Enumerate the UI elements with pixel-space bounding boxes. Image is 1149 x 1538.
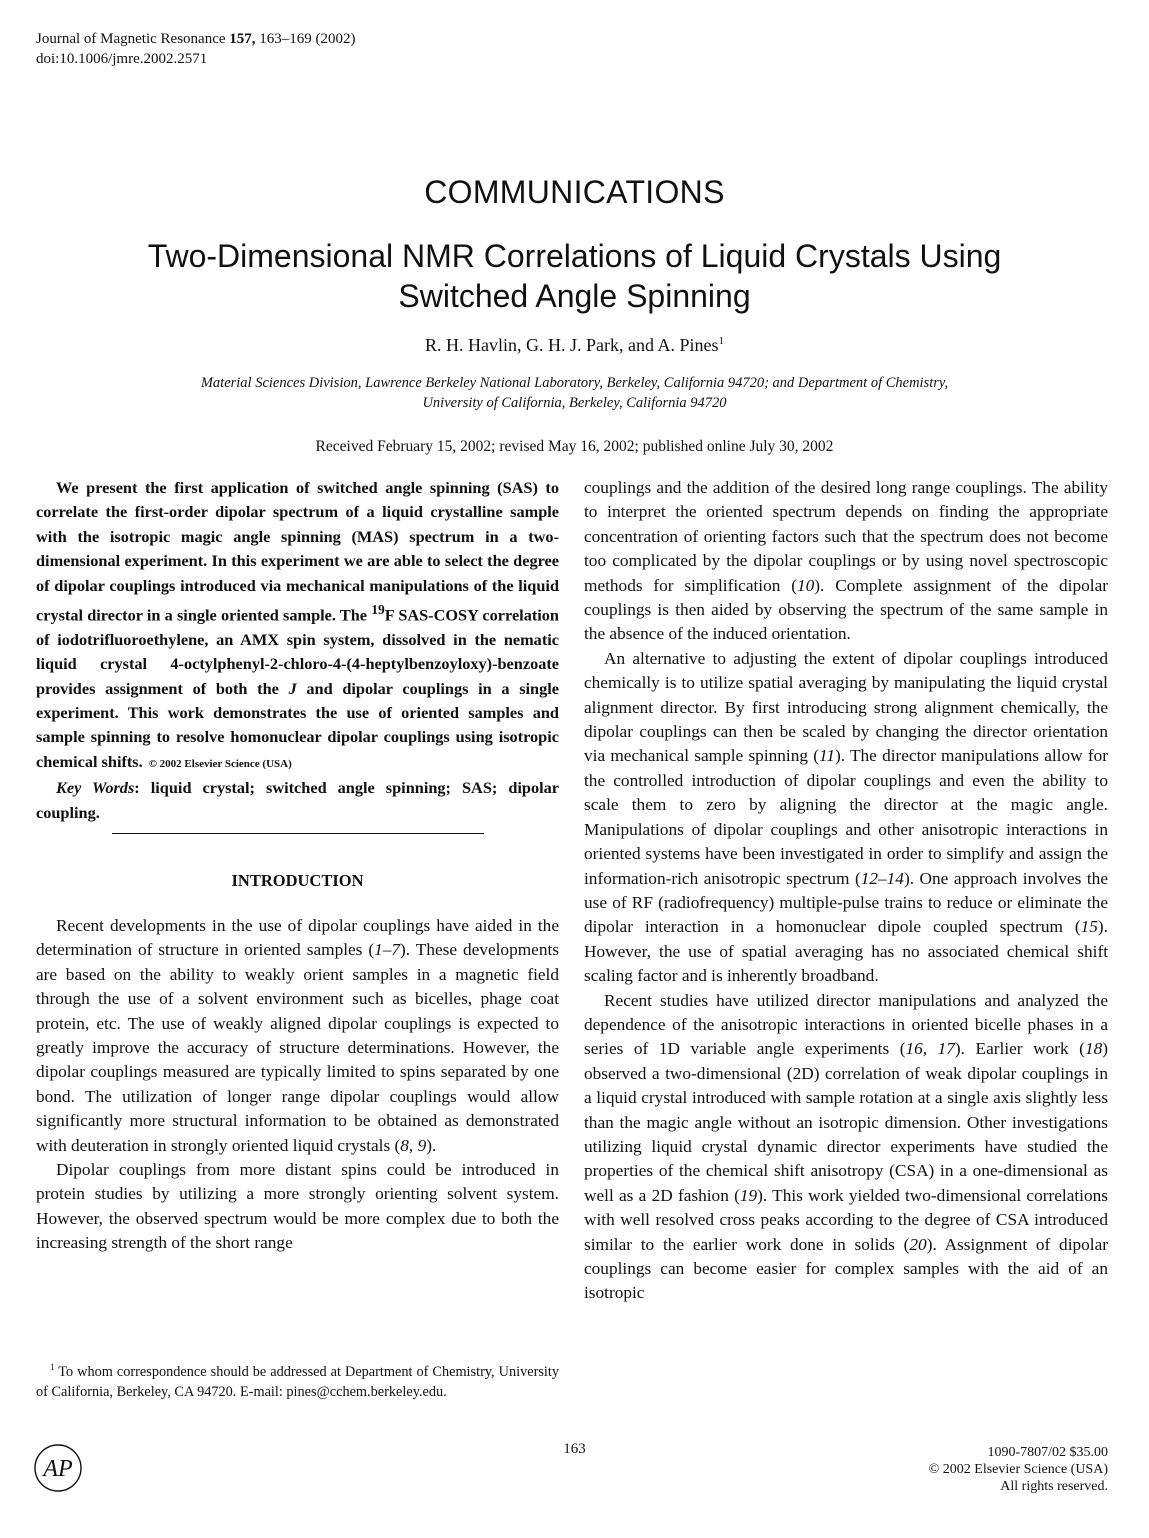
text-run: ). bbox=[426, 1135, 437, 1155]
citation-ref[interactable]: 8, 9 bbox=[400, 1135, 427, 1155]
text-run: ). Assignment of dipolar couplings can become easier for complex samples with the aid of an isotropic bbox=[584, 1234, 1109, 1303]
abstract-part-2: F SAS-COSY correlation of iodotrifluoroethylene, an AMX spin system, dissolved in the nematic liquid crystal 4-octylphenyl-2-chloro-4-(4-heptylbenzoyloxy)-benzoate provides assignment of both the bbox=[36, 605, 559, 698]
introduction-heading: INTRODUCTION bbox=[231, 871, 364, 890]
right-paragraph-3 bbox=[584, 989, 1108, 1306]
abstract-copyright: © 2002 Elsevier Science (USA) bbox=[148, 757, 292, 770]
keywords-text: : liquid crystal; switched angle spinning; SAS; dipolar coupling. bbox=[36, 778, 559, 822]
affiliation bbox=[100, 373, 1049, 413]
affiliation-line-1: Material Sciences Division, Lawrence Berkeley National Laboratory, Berkeley, California 94720; and Department of Chemistry, bbox=[200, 375, 949, 391]
text-run: ). Complete assignment of the dipolar couplings is then aided by observing the spectrum of the same sample in the absence of the induced orientation. bbox=[584, 575, 1108, 644]
abstract-divider bbox=[112, 833, 484, 834]
abstract-text bbox=[36, 476, 559, 776]
citation-ref[interactable]: 16, 17 bbox=[905, 1039, 955, 1059]
text-run: ). Earlier work ( bbox=[954, 1039, 1085, 1059]
abstract-part-3: and dipolar couplings in a single experiment. This work demonstrates the use of oriented samples and sample spinning to resolve homonuclear dipolar couplings using isotropic chemical shifts. bbox=[36, 678, 559, 771]
author-list bbox=[0, 335, 1149, 356]
keywords-label: Key Words bbox=[56, 778, 135, 798]
publication-dates: Received February 15, 2002; revised May 16, 2002; published online July 30, 2002 bbox=[315, 438, 834, 455]
isotope-superscript: 19 bbox=[371, 602, 385, 618]
right-paragraph-1 bbox=[584, 476, 1108, 647]
text-run: couplings and the addition of the desired long range couplings. The ability to interpret the oriented spectrum depends on finding the appropriate concentration of orienting factors such that the spectrum does not become too complicated by the dipolar couplings or by using novel spectroscopic methods for simplification ( bbox=[584, 478, 1108, 595]
author-footnote bbox=[36, 1357, 559, 1402]
title-line-1: Two-Dimensional NMR Correlations of Liquid Crystals Using bbox=[147, 238, 1002, 274]
journal-header bbox=[36, 29, 356, 69]
j-symbol: J bbox=[288, 678, 297, 698]
citation-ref[interactable]: 11 bbox=[818, 746, 835, 766]
right-column-body bbox=[584, 476, 1108, 1306]
footer-copyright: © 2002 Elsevier Science (USA) bbox=[928, 1462, 1108, 1477]
intro-paragraph-2: Dipolar couplings from more distant spins could be introduced in protein studies by utilizing a more strongly orienting solvent system. However, the observed spectrum would be more complex due to both the increasing strength of the short range bbox=[36, 1160, 559, 1253]
author-names: R. H. Havlin, G. H. J. Park, and A. Pines bbox=[425, 335, 719, 355]
right-paragraph-2 bbox=[584, 647, 1108, 989]
issn-price: 1090-7807/02 $35.00 bbox=[987, 1445, 1108, 1460]
logo-text: AP bbox=[43, 1456, 73, 1482]
citation-ref[interactable]: 12–14 bbox=[860, 868, 904, 888]
citation-ref[interactable]: 19 bbox=[739, 1185, 758, 1205]
text-run: ). One approach involves the use of RF (radiofrequency) multiple-pulse trains to reduce or eliminate the dipolar interaction in a homonuclear dipole coupled spectrum ( bbox=[584, 868, 1108, 937]
text-run: An alternative to adjusting the extent of dipolar couplings introduced chemically is to utilize spatial averaging by manipulating the liquid crystal alignment director. By first introducing strong alignment chemically, the dipolar couplings can then be scaled by changing the director orientation via mechanical sample spinning ( bbox=[584, 648, 1108, 766]
affiliation-line-2: University of California, Berkeley, California 94720 bbox=[422, 395, 727, 411]
author-footnote-mark: 1 bbox=[718, 335, 724, 347]
abstract-part-1: We present the first application of switched angle spinning (SAS) to correlate the first-order dipolar spectrum of a liquid crystalline sample with the isotropic magic angle spinning (MAS) spectrum in a two-dimensional experiment. In this experiment we are able to select the degree of dipolar couplings introduced via mechanical manipulations of the liquid crystal director in a single oriented sample. The bbox=[36, 478, 559, 625]
journal-name: Journal of Magnetic Resonance bbox=[36, 31, 226, 47]
journal-volume: 157, bbox=[229, 31, 256, 47]
introduction-body bbox=[36, 914, 559, 1256]
citation-ref[interactable]: 1–7 bbox=[374, 940, 401, 960]
footnote-text: To whom correspondence should be addressed at Department of Chemistry, University of California, Berkeley, CA 94720. E-mail: pines@cchem.berkeley.edu. bbox=[36, 1363, 559, 1400]
text-run: ). The director manipulations allow for the controlled introduction of dipolar couplings and even the ability to scale them to zero by aligning the director at the magic angle. Manipulations of dipolar couplings and other anisotropic interactions in oriented systems have been investigated in order to simplify and assign the information-rich anisotropic spectrum ( bbox=[584, 746, 1108, 888]
doi-link[interactable]: doi:10.1006/jmre.2002.2571 bbox=[36, 51, 208, 67]
text-run: ). This work yielded two-dimensional correlations with well resolved cross peaks according to the degree of CSA introduced similar to the earlier work done in solids ( bbox=[584, 1185, 1108, 1254]
intro-paragraph-1 bbox=[36, 914, 559, 1158]
text-run: ). However, the use of spatial averaging has no associated chemical shift scaling factor and is inherently broadband. bbox=[584, 917, 1108, 986]
text-run: ) observed a two-dimensional (2D) correlation of weak dipolar couplings in a liquid crystal introduced with sample rotation at a single axis slightly less than the magic angle without an isotropic dimension. Other investigations utilizing liquid crystal dynamic director experiments have studied the properties of the chemical shift anisotropy (CSA) in a one-dimensional as well as a 2D fashion ( bbox=[584, 1039, 1108, 1205]
copyright-block bbox=[929, 1444, 1108, 1495]
section-label: COMMUNICATIONS bbox=[424, 174, 725, 210]
text-run: Recent studies have utilized director manipulations and analyzed the dependence of the anisotropic interactions in oriented bicelle phases in a series of 1D variable angle experiments ( bbox=[584, 990, 1108, 1059]
title-line-2: Switched Angle Spinning bbox=[398, 278, 751, 314]
footnote-mark: 1 bbox=[50, 1362, 55, 1372]
text-run: ). These developments are based on the ability to weakly orient samples in a magnetic field through the use of a solvent environment such as bicelles, phage coat protein, etc. The use of weakly aligned dipolar couplings is expected to greatly improve the accuracy of structure determinations. However, the dipolar couplings measured are typically limited to spins separated by one bond. The utilization of longer range dipolar couplings would allow significantly more structural information to be obtained as demonstrated with deuteration in strongly oriented liquid crystals ( bbox=[36, 940, 559, 1155]
journal-citation bbox=[36, 29, 356, 49]
citation-ref[interactable]: 20 bbox=[909, 1234, 927, 1254]
journal-pages-year: 163–169 (2002) bbox=[259, 31, 356, 47]
keywords bbox=[36, 776, 559, 825]
citation-ref[interactable]: 18 bbox=[1084, 1039, 1103, 1059]
citation-ref[interactable]: 10 bbox=[797, 575, 815, 595]
page-number: 163 bbox=[563, 1441, 586, 1457]
abstract bbox=[36, 476, 559, 825]
citation-ref[interactable]: 15 bbox=[1080, 917, 1098, 937]
text-run: Recent developments in the use of dipolar couplings have aided in the determination of structure in oriented samples ( bbox=[36, 916, 559, 960]
article-title bbox=[60, 236, 1089, 316]
rights-reserved: All rights reserved. bbox=[1000, 1479, 1108, 1494]
